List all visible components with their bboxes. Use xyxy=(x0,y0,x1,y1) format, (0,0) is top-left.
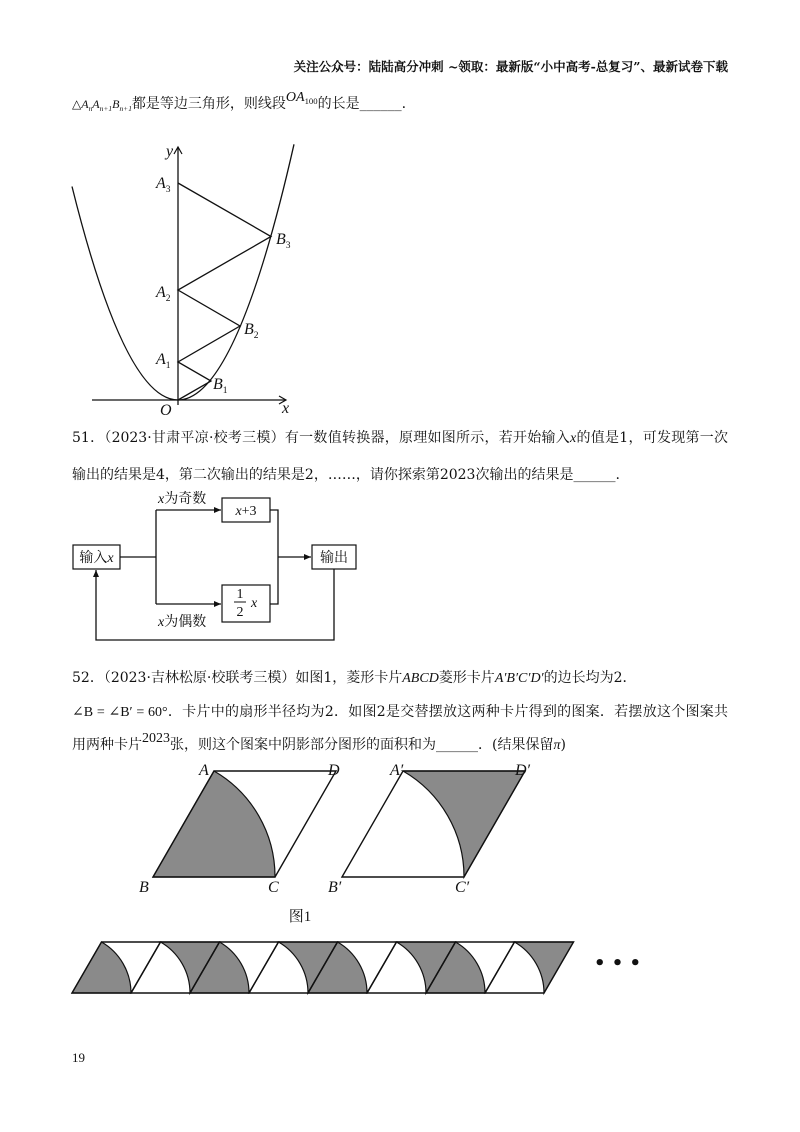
vertex-label-d-prime: D′ xyxy=(515,762,531,779)
origin-label: O xyxy=(160,402,172,419)
x-axis-label: x xyxy=(282,400,290,417)
vertex-a-n1 xyxy=(92,97,112,111)
operation-variable: x xyxy=(235,504,242,519)
triangle-symbol: △ xyxy=(72,97,82,111)
question-51-stem-end: 的值是1，可发现第一次 xyxy=(576,430,728,446)
operation-text: +3 xyxy=(241,504,257,519)
card-2-name: A′B′C′D′ xyxy=(494,671,544,686)
vertex-a-n xyxy=(81,97,92,111)
point-subscript: 2 xyxy=(253,331,259,341)
card-a2b2c2d2-shaded-region xyxy=(403,771,525,877)
question-51-stem-start: 51．（2023·甘肃平凉·校考三模）有一数值转换器，原理如图所示，若开始输入 xyxy=(72,430,571,446)
point-letter: A xyxy=(156,175,166,192)
parabola-curve xyxy=(72,144,294,400)
vertex-label-c: C xyxy=(268,879,279,896)
question-52-text: 的边长均为2． xyxy=(543,670,637,686)
answer-blank: ______ xyxy=(359,96,402,112)
point-subscript: 3 xyxy=(165,185,171,195)
card-count: 2023 xyxy=(142,731,170,746)
point-letter: A xyxy=(156,284,166,301)
vertex-b-n1 xyxy=(112,97,132,111)
question-50-text: 都是等边三角形，则线段 xyxy=(131,96,286,112)
point-label-b3 xyxy=(276,231,291,251)
segment-oa100 xyxy=(286,90,318,105)
question-52-text: ．卡片中的扇形半径均为2．如图2是交替摆放这两种卡片得到的图案．若摆放这个图案共 xyxy=(167,704,729,720)
vertex-subscript: n xyxy=(88,103,93,113)
vertex-label-c-prime: C′ xyxy=(455,879,470,896)
question-52-text: ．(结果保留 xyxy=(478,737,554,753)
odd-condition-label xyxy=(157,490,206,507)
parabola-figure xyxy=(60,135,310,425)
question-51-stem-continued: 输出的结果是4，第二次输出的结果是2，……，请你探索第2023次输出的结果是 xyxy=(72,467,574,483)
question-51-line-1 xyxy=(72,429,728,448)
period: . xyxy=(615,467,620,483)
vertex-label-a: A xyxy=(199,762,209,779)
vertex-label-d: D xyxy=(328,762,340,779)
figure-1-cards xyxy=(130,755,550,930)
even-condition-label xyxy=(157,613,206,630)
input-text: 输入 xyxy=(79,551,108,566)
page-number: 19 xyxy=(72,1050,85,1065)
point-subscript: 2 xyxy=(165,294,171,304)
point-letter: B xyxy=(244,321,254,338)
closing-paren: ) xyxy=(560,737,566,753)
output-label: 输出 xyxy=(320,551,348,566)
input-variable: x xyxy=(107,551,114,566)
condition-text: 为偶数 xyxy=(164,615,207,630)
condition-variable: x xyxy=(158,492,165,507)
card-8-shaded-region xyxy=(515,942,574,993)
answer-blank: ______ xyxy=(436,737,478,753)
vertex-letter: B xyxy=(112,97,120,111)
point-subscript: 1 xyxy=(222,386,228,396)
question-52-text: 菱形卡片 xyxy=(438,670,495,686)
input-label xyxy=(79,550,114,566)
y-axis-label: y xyxy=(166,143,174,160)
vertex-letter: A xyxy=(92,97,100,111)
question-50-tail xyxy=(72,90,407,115)
point-label-b1 xyxy=(213,376,228,396)
vertex-letter: A xyxy=(81,97,89,111)
question-52-line-1 xyxy=(72,669,637,688)
point-label-b2 xyxy=(244,321,259,341)
point-subscript: 1 xyxy=(165,361,171,371)
vertex-label-b-prime: B′ xyxy=(328,879,342,896)
condition-text: 为奇数 xyxy=(164,492,207,507)
question-51-line-2 xyxy=(72,466,620,484)
vertex-subscript: n+1 xyxy=(99,103,113,113)
odd-operation-label xyxy=(234,504,256,519)
figure-1-caption: 图1 xyxy=(288,909,312,925)
equilateral-triangles xyxy=(178,183,271,400)
card-1-shaded-sector xyxy=(72,942,131,993)
question-52-line-2 xyxy=(72,703,728,722)
point-letter: A xyxy=(156,351,166,368)
segment-letters: OA xyxy=(285,90,305,105)
point-label-a3 xyxy=(155,175,171,195)
converter-flowchart xyxy=(60,485,380,650)
variable-x: x xyxy=(570,431,577,446)
point-label-a1 xyxy=(155,351,171,371)
question-50-text-end: 的长是 xyxy=(317,96,360,112)
question-52-stem-start: 52．（2023·吉林松原·校联考三模）如图1，菱形卡片 xyxy=(72,670,403,686)
figure-2-strip xyxy=(60,935,580,1000)
question-52-text: 用两种卡片 xyxy=(72,737,142,753)
angle-expression: ∠B = ∠B′ = 60° xyxy=(72,705,168,720)
segment-subscript: 100 xyxy=(304,96,318,107)
point-subscript: 3 xyxy=(285,241,291,251)
odd-merge xyxy=(270,510,278,604)
period: . xyxy=(401,96,407,112)
even-operation-box xyxy=(222,585,270,622)
condition-variable: x xyxy=(158,615,165,630)
question-52-text: 张，则这个图案中阴影部分图形的面积和为 xyxy=(170,737,436,753)
point-letter: B xyxy=(276,231,286,248)
point-letter: B xyxy=(213,376,223,393)
header-notice: 关注公众号：陆陆高分冲刺 ~领取：最新版“小中高考-总复习”、最新试卷下载 xyxy=(293,59,728,74)
question-52-line-3 xyxy=(72,731,566,755)
vertex-label-b: B xyxy=(139,879,149,896)
answer-blank: ______ xyxy=(573,467,616,483)
point-label-a2 xyxy=(155,284,171,304)
card-abcd-shaded-sector xyxy=(153,771,275,877)
pi-symbol: π xyxy=(553,738,561,753)
vertex-subscript: n+1 xyxy=(119,103,132,113)
fraction-denominator: 2 xyxy=(236,605,244,620)
vertex-label-a-prime: A′ xyxy=(390,762,404,779)
card-1-name: ABCD xyxy=(402,671,439,686)
even-operation-variable: x xyxy=(251,596,258,611)
fraction-numerator: 1 xyxy=(236,587,244,602)
continuation-ellipsis: • • • xyxy=(594,953,642,974)
